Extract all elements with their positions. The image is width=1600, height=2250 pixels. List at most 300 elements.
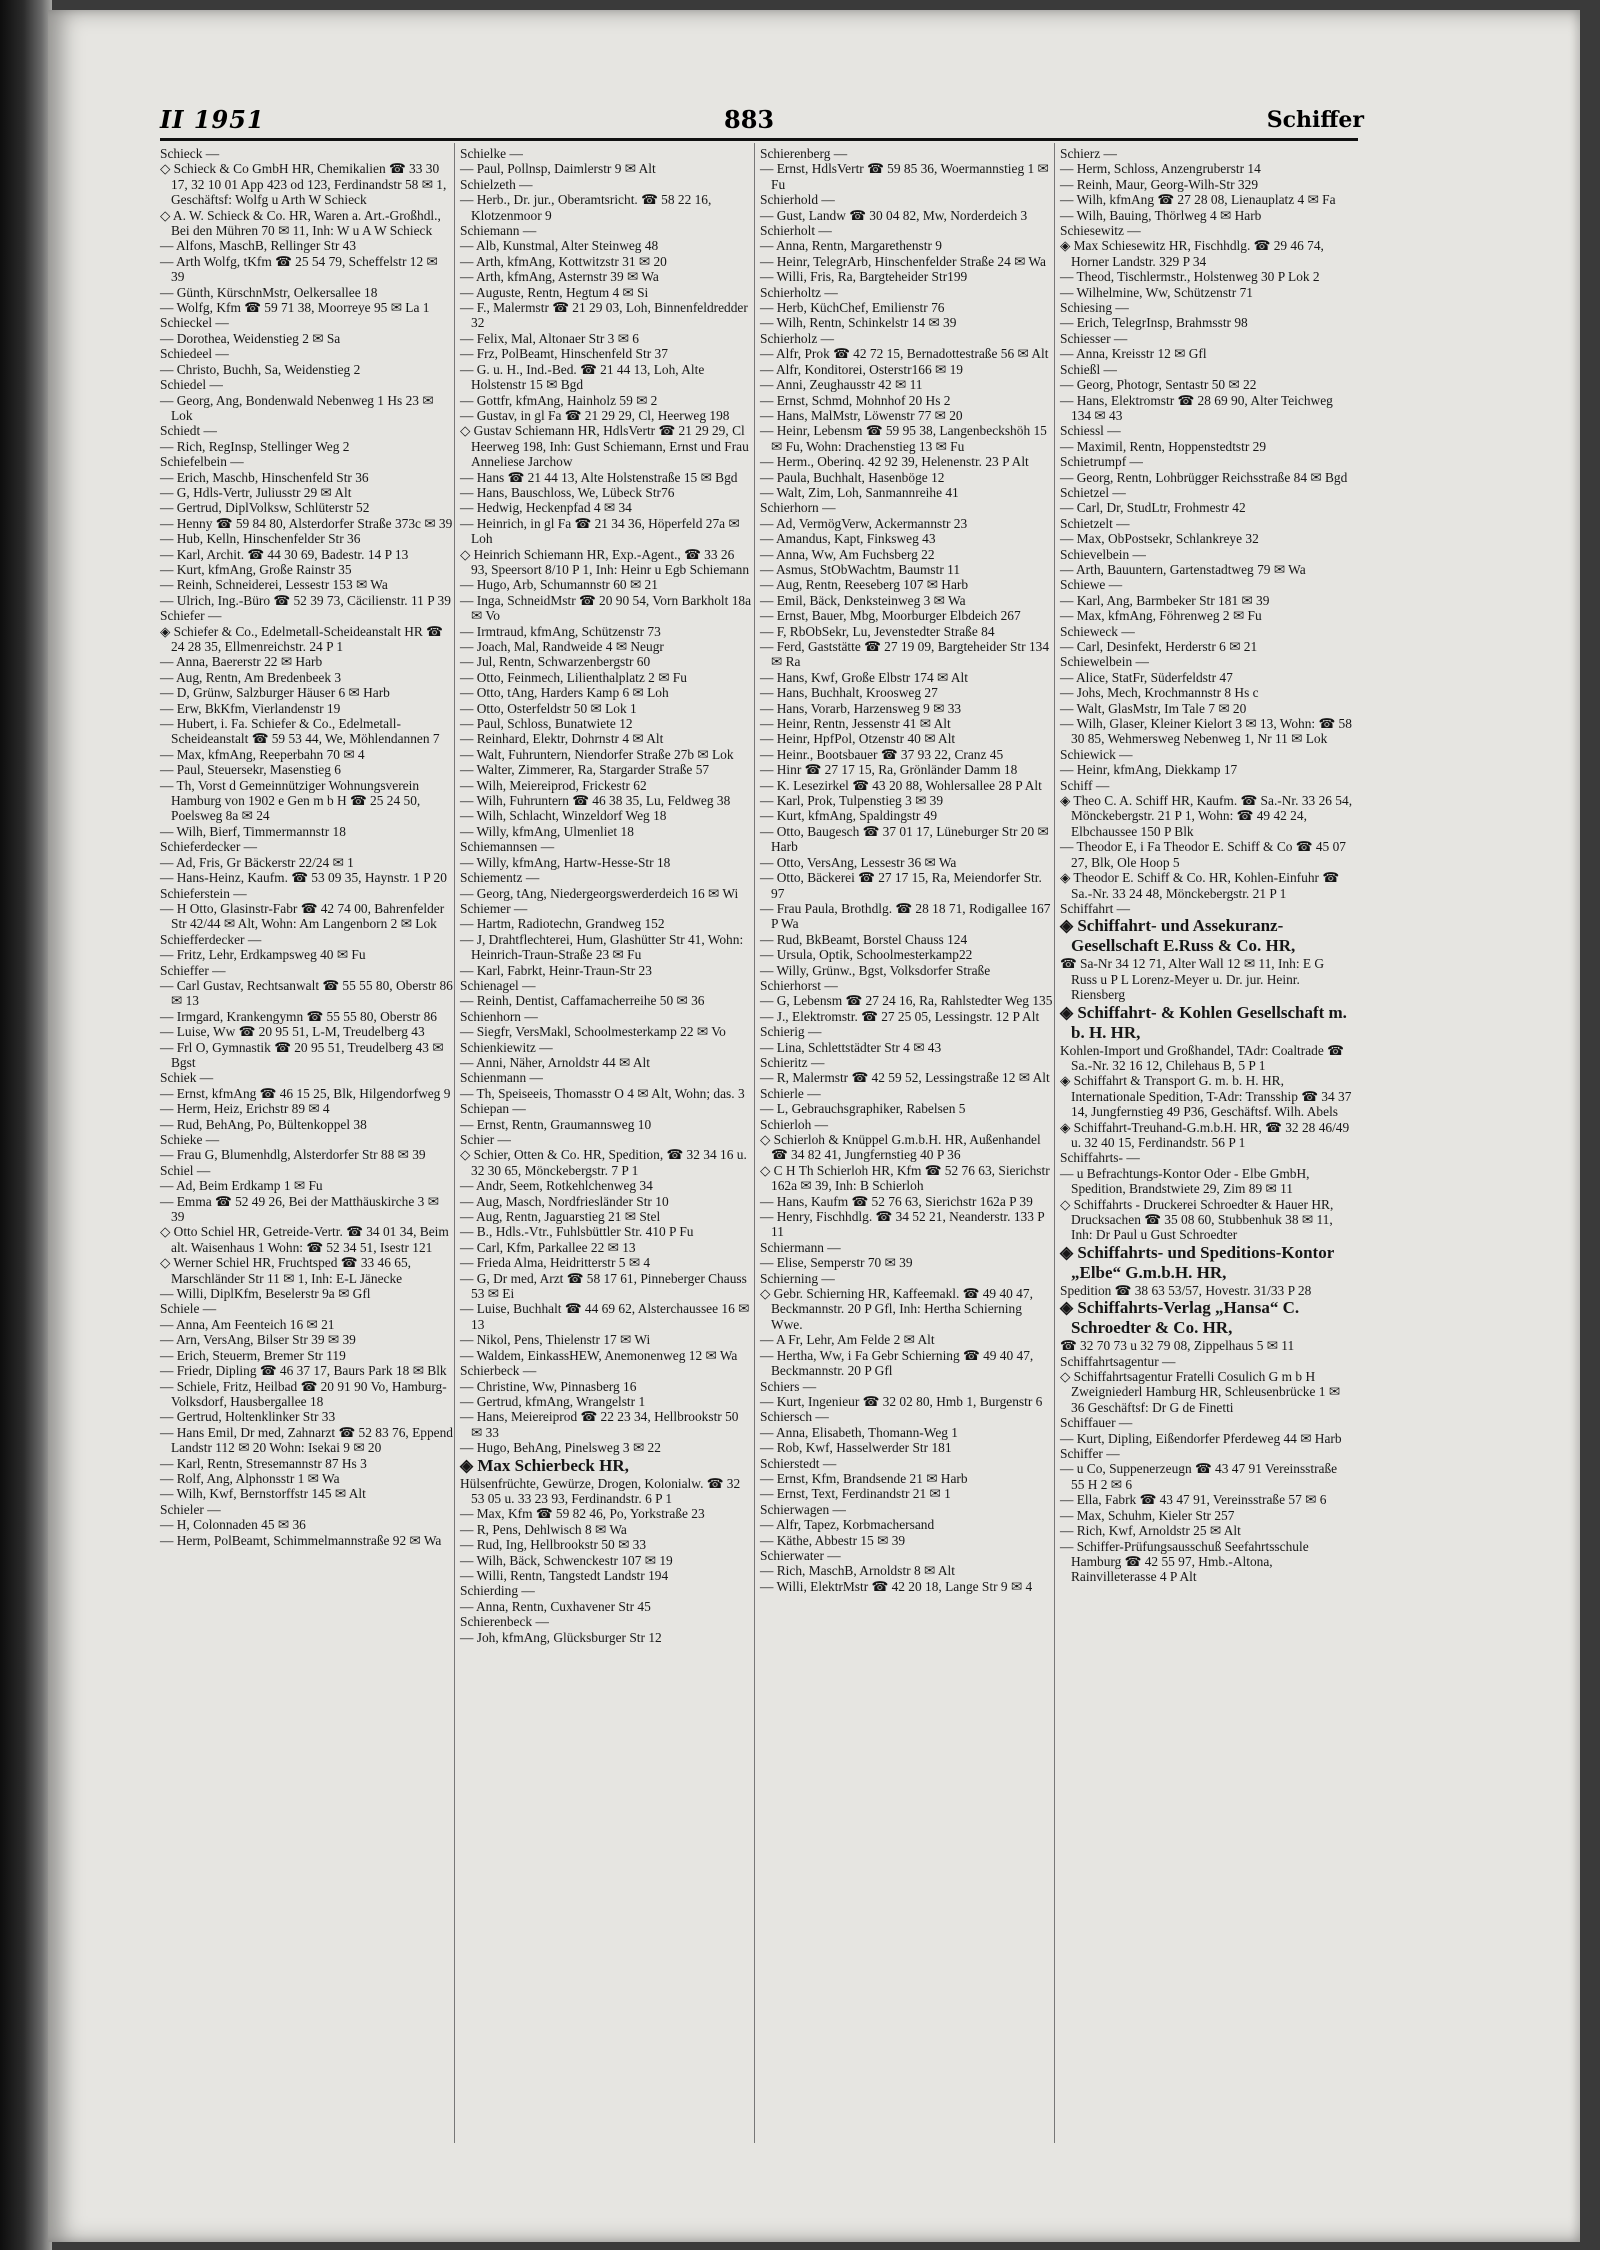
directory-entry: — Max, ObPostsekr, Schlankreye 32 bbox=[1060, 531, 1259, 547]
directory-entry: — Gottfr, kfmAng, Hainholz 59 ✉ 2 bbox=[460, 392, 658, 408]
surname-heading: Schiemann — bbox=[460, 223, 537, 239]
surname-heading: Schierding — bbox=[460, 1583, 535, 1599]
directory-entry: — Walt, Fuhruntern, Niendorfer Straße 27b ✉ Lok bbox=[460, 746, 734, 762]
directory-entry: ◇ Schier, Otten & Co. HR, Spedition, ☎ 32 34 16 u. 32 30 65, Mönckebergstr. 7 P 1 bbox=[460, 1147, 747, 1178]
directory-entry: — Anna, Ww, Am Fuchsberg 22 bbox=[760, 546, 935, 562]
directory-entry: — Christo, Buchh, Sa, Weidenstieg 2 bbox=[160, 361, 361, 377]
directory-entry: — Arth Wolfg, tKfm ☎ 25 54 79, Scheffelstr 12 ✉ 39 bbox=[160, 253, 438, 285]
directory-entry: — Anna, Kreisstr 12 ✉ Gfl bbox=[1060, 346, 1207, 362]
directory-entry: — Günth, KürschnMstr, Oelkersallee 18 bbox=[160, 284, 378, 300]
directory-entry: — Georg, Photogr, Sentastr 50 ✉ 22 bbox=[1060, 377, 1257, 393]
surname-heading: Schieferdecker — bbox=[160, 839, 258, 855]
surname-heading: Schieler — bbox=[160, 1501, 221, 1517]
directory-entry: — Hans-Heinz, Kaufm. ☎ 53 09 35, Haynstr. 1 P 20 bbox=[160, 870, 447, 886]
surname-heading: Schieke — bbox=[160, 1132, 220, 1147]
directory-entry: — Anna, Baererstr 22 ✉ Harb bbox=[160, 654, 323, 670]
surname-heading: Schiff — bbox=[1060, 777, 1110, 793]
page-header bbox=[160, 103, 1364, 137]
directory-entry: ◇ Otto Schiel HR, Getreide-Vertr. ☎ 34 01 34, Beim alt. Waisenhaus 1 Wohn: ☎ 52 34 51, Isestr 121 bbox=[160, 1224, 449, 1255]
directory-entry: — Ernst, Bauer, Mbg, Moorburger Elbdeich 267 bbox=[760, 608, 1021, 624]
directory-entry: — Karl, Fabrkt, Heinr-Traun-Str 23 bbox=[460, 962, 652, 978]
directory-entry: — Carl, Dr, StudLtr, Frohmestr 42 bbox=[1060, 500, 1246, 516]
directory-entry: — D, Grünw, Salzburger Häuser 6 ✉ Harb bbox=[160, 685, 390, 701]
directory-entry: — Hans Emil, Dr med, Zahnarzt ☎ 52 83 76, Eppend Landstr 112 ✉ 20 Wohn: Isekai 9 ✉ 20 bbox=[160, 1424, 453, 1456]
directory-entry: — Paul, Pollnsp, Daimlerstr 9 ✉ Alt bbox=[460, 161, 656, 177]
page-number: 883 bbox=[724, 105, 775, 134]
directory-entry: — Otto, Osterfeldstr 50 ✉ Lok 1 bbox=[460, 700, 637, 716]
directory-entry: — Reinhard, Elektr, Dohrnstr 4 ✉ Alt bbox=[460, 731, 664, 747]
directory-entry: — J., Elektromstr. ☎ 27 25 05, Lessingstr. 12 P Alt bbox=[760, 1008, 1040, 1024]
directory-entry: — Wolfg, Kfm ☎ 59 71 38, Moorreye 95 ✉ La 1 bbox=[160, 300, 430, 316]
surname-heading: Schiffahrt — bbox=[1060, 900, 1131, 916]
directory-entry: — Gustav, in gl Fa ☎ 21 29 29, Cl, Heerweg 198 bbox=[460, 407, 730, 423]
directory-entry: — Irmgard, Krankengymn ☎ 55 55 80, Oberstr 86 bbox=[160, 1008, 437, 1024]
directory-entry: — Herb., Dr. jur., Oberamtsricht. ☎ 58 22 16, Klotzenmoor 9 bbox=[460, 192, 712, 223]
directory-entry: — Reinh, Schneiderei, Lessestr 153 ✉ Wa bbox=[160, 577, 388, 593]
directory-entry: — Felix, Mal, Altonaer Str 3 ✉ 6 bbox=[460, 330, 639, 346]
directory-entry: ◇ Schieck & Co GmbH HR, Chemikalien ☎ 33 30 17, 32 10 01 App 423 od 123, Ferdinandstr 58 ✉ 1, Geschäftsf: Wolfg u Arth W Schieck bbox=[160, 161, 447, 208]
surname-heading: Schierholt — bbox=[760, 223, 832, 239]
surname-heading: Schiedel — bbox=[160, 377, 223, 393]
directory-entry: — Karl, Rentn, Stresemannstr 87 Hs 3 bbox=[160, 1455, 367, 1471]
surname-heading: Schierwater — bbox=[760, 1547, 841, 1563]
directory-entry: — Wilh, Meiereiprod, Frickestr 62 bbox=[460, 777, 647, 793]
surname-heading: Schieffer — bbox=[160, 962, 226, 978]
directory-entry: — Wilh, kfmAng ☎ 27 28 08, Lienauplatz 4 ✉ Fa bbox=[1060, 192, 1336, 208]
surname-heading: Schienmann — bbox=[460, 1070, 543, 1086]
directory-entry: — Herb, KüchChef, Emilienstr 76 bbox=[760, 300, 945, 316]
directory-entry: — Frl O, Gymnastik ☎ 20 95 51, Treudelberg 43 ✉ Bgst bbox=[160, 1039, 444, 1070]
surname-heading: Schienkiewitz — bbox=[460, 1039, 553, 1055]
directory-entry: — Anni, Näher, Arnoldstr 44 ✉ Alt bbox=[460, 1054, 650, 1070]
surname-heading: Schierenbeck — bbox=[460, 1614, 549, 1630]
directory-entry: — Paula, Buchhalt, Hasenböge 12 bbox=[760, 469, 945, 485]
directory-entry: — Ulrich, Ing.-Büro ☎ 52 39 73, Cäcilienstr. 11 P 39 bbox=[160, 592, 451, 608]
surname-heading: Schiek — bbox=[160, 1070, 214, 1086]
directory-entry: Kohlen-Import und Großhandel, TAdr: Coaltrade ☎ Sa.-Nr. 32 16 12, Chilehaus B, 5 P 1 bbox=[1060, 1042, 1344, 1073]
directory-entry: — Alb, Kunstmal, Alter Steinweg 48 bbox=[460, 238, 659, 254]
directory-entry: — Ella, Fabrk ☎ 43 47 91, Vereinsstraße 57 ✉ 6 bbox=[1060, 1492, 1327, 1508]
surname-heading: Schierwagen — bbox=[760, 1501, 846, 1517]
directory-entry: — Alfons, MaschB, Rellinger Str 43 bbox=[160, 238, 357, 254]
directory-entry: ◈ Theo C. A. Schiff HR, Kaufm. ☎ Sa.-Nr. 33 26 54, Mönckebergstr. 21 P 1, Wohn: ☎ 49 42 24, Elbchaussee 150 P Blk bbox=[1060, 793, 1353, 839]
surname-heading: Schieritz — bbox=[760, 1054, 825, 1070]
directory-entry: — G, Hdls-Vertr, Juliusstr 29 ✉ Alt bbox=[160, 484, 352, 500]
directory-entry: — Herm., Oberinq. 42 92 39, Helenenstr. 23 P Alt bbox=[760, 454, 1029, 470]
directory-entry: — Ernst, Kfm, Brandsende 21 ✉ Harb bbox=[760, 1470, 968, 1486]
directory-entry: — Hans, Meiereiprod ☎ 22 23 34, Hellbrookstr 50 ✉ 33 bbox=[460, 1409, 739, 1440]
directory-entry: — Georg, tAng, Niedergeorgswerderdeich 16 ✉ Wi bbox=[460, 885, 739, 901]
directory-entry: — Kurt, Ingenieur ☎ 32 02 80, Hmb 1, Burgenstr 6 bbox=[760, 1393, 1043, 1409]
directory-entry: — Reinh, Dentist, Caffamacherreihe 50 ✉ 36 bbox=[460, 993, 705, 1009]
directory-entry: — Ferd, Gaststätte ☎ 27 19 09, Bargteheider Str 134 ✉ Ra bbox=[760, 639, 1050, 670]
directory-entry: — Ad, Fris, Gr Bäckerstr 22/24 ✉ 1 bbox=[160, 854, 354, 870]
directory-entry: ◇ A. W. Schieck & Co. HR, Waren a. Art.-Großhdl., Bei den Mühren 70 ✉ 11, Inh: W u A W Schieck bbox=[160, 207, 441, 239]
directory-entry: — Heinr, Rentn, Jessenstr 41 ✉ Alt bbox=[760, 716, 951, 732]
directory-entry: — Willi, ElektrMstr ☎ 42 20 18, Lange Str 9 ✉ 4 bbox=[760, 1578, 1033, 1594]
directory-entry: — Max, kfmAng, Föhrenweg 2 ✉ Fu bbox=[1060, 608, 1262, 624]
surname-heading: Schiffahrtsagentur — bbox=[1060, 1353, 1176, 1369]
directory-entry: — Anni, Zeughausstr 42 ✉ 11 bbox=[760, 377, 923, 393]
directory-entry: — Jul, Rentn, Schwarzenbergstr 60 bbox=[460, 654, 651, 670]
directory-entry: — Andr, Seem, Rotkehlchenweg 34 bbox=[460, 1178, 653, 1194]
surname-heading: Schierhorn — bbox=[760, 500, 836, 516]
surname-heading: Schienhorn — bbox=[460, 1008, 538, 1024]
directory-entry: ◈ Schiffahrt- und Assekuranz-Gesellschaft E.Russ & Co. HR, bbox=[1060, 916, 1296, 956]
directory-entry: — Anna, Am Feenteich 16 ✉ 21 bbox=[160, 1316, 335, 1332]
directory-entry: — Alfr, Konditorei, Osterstr166 ✉ 19 bbox=[760, 361, 963, 377]
surname-heading: Schierhorst — bbox=[760, 977, 838, 993]
directory-entry: — Georg, Ang, Bondenwald Nebenweg 1 Hs 23 ✉ Lok bbox=[160, 392, 434, 423]
directory-entry: — Willi, Rentn, Tangstedt Landstr 194 bbox=[460, 1567, 669, 1583]
directory-entry: — Arn, VersAng, Bilser Str 39 ✉ 39 bbox=[160, 1332, 356, 1348]
directory-entry: — A Fr, Lehr, Am Felde 2 ✉ Alt bbox=[760, 1332, 935, 1348]
directory-entry: — Wilh, Fuhruntern ☎ 46 38 35, Lu, Feldweg 38 bbox=[460, 793, 731, 809]
surname-heading: Schiesser — bbox=[1060, 330, 1128, 346]
directory-entry: — Hubert, i. Fa. Schiefer & Co., Edelmetall-Scheideanstalt ☎ 59 53 44, We, Möhlendannen 7 bbox=[160, 716, 440, 747]
directory-entry: — Aug, Masch, Nordfriesländer Str 10 bbox=[460, 1193, 669, 1209]
directory-entry: ◈ Max Schierbeck HR, bbox=[460, 1455, 629, 1475]
directory-entry: — Hans ☎ 21 44 13, Alte Holstenstraße 15 ✉ Bgd bbox=[460, 469, 738, 485]
directory-entry: — Gertrud, kfmAng, Wrangelstr 1 bbox=[460, 1393, 646, 1409]
directory-entry: — Paul, Steuersekr, Masenstieg 6 bbox=[160, 762, 341, 778]
directory-entry: — Gertrud, Holtenklinker Str 33 bbox=[160, 1409, 336, 1425]
directory-entry: — Wilh, Schlacht, Winzeldorf Weg 18 bbox=[460, 808, 667, 824]
directory-entry: — Rich, Kwf, Arnoldstr 25 ✉ Alt bbox=[1060, 1523, 1241, 1539]
directory-entry: ☎ 32 70 73 u 32 79 08, Zippelhaus 5 ✉ 11 bbox=[1060, 1338, 1295, 1354]
directory-entry: Hülsenfrüchte, Gewürze, Drogen, Kolonialw. ☎ 32 53 05 u. 33 23 93, Ferdinandstr. 6 P 1 bbox=[460, 1475, 741, 1506]
surname-heading: Schietzelt — bbox=[1060, 515, 1130, 531]
surname-heading: Schierning — bbox=[760, 1270, 835, 1286]
directory-entry: — Alice, StatFr, Süderfeldstr 47 bbox=[1060, 669, 1233, 685]
directory-entry: — Ernst, kfmAng ☎ 46 15 25, Blk, Hilgendorfweg 9 bbox=[160, 1085, 451, 1101]
directory-entry: — Hugo, BehAng, Pinelsweg 3 ✉ 22 bbox=[460, 1440, 661, 1456]
surname-heading: Schienagel — bbox=[460, 977, 536, 993]
surname-heading: Schiewick — bbox=[1060, 746, 1133, 762]
directory-entry: — Karl, Ang, Barmbeker Str 181 ✉ 39 bbox=[1060, 592, 1270, 608]
directory-entry: — Paul, Schloss, Bunatwiete 12 bbox=[460, 716, 633, 732]
directory-entry: — Erw, BkKfm, Vierlandenstr 19 bbox=[160, 700, 341, 716]
directory-entry: — Herm, Heiz, Erichstr 89 ✉ 4 bbox=[160, 1101, 330, 1117]
surname-heading: Schietrumpf — bbox=[1060, 454, 1143, 470]
surname-heading: Schier — bbox=[460, 1132, 511, 1147]
surname-heading: Schievelbein — bbox=[1060, 546, 1146, 562]
directory-entry: — Erich, TelegrInsp, Brahmsstr 98 bbox=[1060, 315, 1248, 331]
directory-entry: — Heinr, TelegrArb, Hinschenfelder Straße 24 ✉ Wa bbox=[760, 253, 1046, 269]
directory-entry: — Fritz, Lehr, Erdkampsweg 40 ✉ Fu bbox=[160, 947, 366, 963]
directory-entry: — Rolf, Ang, Alphonsstr 1 ✉ Wa bbox=[160, 1470, 340, 1486]
surname-heading: Schierig — bbox=[760, 1024, 822, 1040]
directory-entry: — G, Dr med, Arzt ☎ 58 17 61, Pinneberger Chauss 53 ✉ Ei bbox=[460, 1270, 747, 1302]
directory-entry: — Hans, Vorarb, Harzensweg 9 ✉ 33 bbox=[760, 700, 962, 716]
directory-entry: — Kurt, kfmAng, Große Rainstr 35 bbox=[160, 561, 352, 577]
directory-entry: — Walt, Zim, Loh, Sanmannreihe 41 bbox=[760, 484, 959, 500]
directory-entry: ◇ C H Th Schierloh HR, Kfm ☎ 52 76 63, Sierichstr 162a ✉ 39, Inh: B Schierloh bbox=[760, 1162, 1050, 1194]
surname-heading: Schiedt — bbox=[160, 423, 217, 439]
directory-entry: — Frieda Alma, Heidritterstr 5 ✉ 4 bbox=[460, 1255, 651, 1271]
directory-entry: — Rud, Ing, Hellbrookstr 50 ✉ 33 bbox=[460, 1537, 647, 1553]
directory-entry: — Karl, Prok, Tulpenstieg 3 ✉ 39 bbox=[760, 793, 944, 809]
surname-heading: Schiel — bbox=[160, 1162, 211, 1178]
surname-heading: Schiefelbein — bbox=[160, 454, 244, 470]
directory-entry: — Alfr, Prok ☎ 42 72 15, Bernadottestraße 56 ✉ Alt bbox=[760, 346, 1049, 362]
directory-entry: — Joh, kfmAng, Glücksburger Str 12 bbox=[460, 1629, 662, 1645]
directory-entry: — Max, Schuhm, Kieler Str 257 bbox=[1060, 1507, 1235, 1523]
directory-entry: — Wilh, Bauing, Thörlweg 4 ✉ Harb bbox=[1060, 207, 1262, 223]
directory-entry: — Wilh, Rentn, Schinkelstr 14 ✉ 39 bbox=[760, 315, 957, 331]
directory-entry: — Rud, BkBeamt, Borstel Chauss 124 bbox=[760, 931, 968, 947]
directory-entry: — B., Hdls.-Vtr., Fuhlsbüttler Str. 410 P Fu bbox=[460, 1224, 694, 1240]
directory-entry: — Nikol, Pens, Thielenstr 17 ✉ Wi bbox=[460, 1332, 651, 1348]
directory-entry: — Joach, Mal, Randweide 4 ✉ Neugr bbox=[460, 639, 664, 654]
directory-entry: — Otto, Baugesch ☎ 37 01 17, Lüneburger Str 20 ✉ Harb bbox=[760, 823, 1049, 855]
directory-entry: — Elise, Semperstr 70 ✉ 39 bbox=[760, 1255, 913, 1271]
directory-entry: — G. u. H., Ind.-Bed. ☎ 21 44 13, Loh, Alte Holstenstr 15 ✉ Bgd bbox=[460, 361, 705, 393]
directory-entry: — Rich, MaschB, Arnoldstr 8 ✉ Alt bbox=[760, 1563, 955, 1579]
directory-entry: — Walter, Zimmerer, Ra, Stargarder Straße 57 bbox=[460, 762, 710, 778]
directory-entry: — Hinr ☎ 27 17 15, Ra, Grönländer Damm 18 bbox=[760, 762, 1018, 778]
surname-heading: Schiementz — bbox=[460, 870, 540, 886]
surname-heading: Schiewelbein — bbox=[1060, 654, 1149, 670]
directory-entry: — Theod, Tischlermstr., Holstenweg 30 P Lok 2 bbox=[1060, 269, 1320, 285]
directory-entry: — Frau Paula, Brothdlg. ☎ 28 18 71, Rodigallee 167 P Wa bbox=[760, 900, 1051, 932]
directory-entry: — Luise, Buchhalt ☎ 44 69 62, Alsterchaussee 16 ✉ 13 bbox=[460, 1301, 750, 1332]
directory-entry: ◈ Schiffahrt-Treuhand-G.m.b.H. HR, ☎ 32 28 46/49 u. 32 40 15, Ferdinandstr. 56 P 1 bbox=[1060, 1119, 1350, 1150]
directory-entry: — Wilhelmine, Ww, Schützenstr 71 bbox=[1060, 284, 1253, 300]
directory-entry: — Arth, Bauuntern, Gartenstadtweg 79 ✉ Wa bbox=[1060, 561, 1306, 577]
surname-heading: Schiessl — bbox=[1060, 423, 1121, 439]
directory-entry: — Asmus, StObWachtm, Baumstr 11 bbox=[760, 561, 961, 577]
directory-entry: — Anna, Rentn, Margarethenstr 9 bbox=[760, 238, 942, 254]
surname-heading: Schiemannsen — bbox=[460, 839, 555, 855]
surname-heading: Schiemer — bbox=[460, 900, 528, 916]
directory-entry: — Inga, SchneidMstr ☎ 20 90 54, Vorn Barkholt 18a ✉ Vo bbox=[460, 592, 752, 624]
surname-heading: Schierle — bbox=[760, 1085, 821, 1101]
surname-heading: Schiffahrts- — bbox=[1060, 1150, 1140, 1166]
surname-heading: Schierholz — bbox=[760, 330, 835, 346]
directory-entry: — H, Colonnaden 45 ✉ 36 bbox=[160, 1517, 306, 1533]
surname-heading: Schiers — bbox=[760, 1378, 817, 1394]
directory-entry: — Gust, Landw ☎ 30 04 82, Mw, Norderdeich 3 bbox=[760, 207, 1028, 223]
directory-entry: ◇ Heinrich Schiemann HR, Exp.-Agent., ☎ 33 26 93, Speersort 8/10 P 1, Inh: Heinr u Egb Schiemann bbox=[460, 546, 750, 577]
directory-entry: — Carl Gustav, Rechtsanwalt ☎ 55 55 80, Oberstr 86 ✉ 13 bbox=[160, 977, 453, 1009]
surname-heading: Schiefferdecker — bbox=[160, 931, 262, 947]
surname-heading: Schiesing — bbox=[1060, 300, 1129, 316]
directory-entry: — Willy, kfmAng, Hartw-Hesse-Str 18 bbox=[460, 854, 671, 870]
directory-entry: ◇ Gebr. Schierning HR, Kaffeemakl. ☎ 49 40 47, Beckmannstr. 20 P Gfl, Inh: Hertha Schierning Wwe. bbox=[760, 1286, 1033, 1332]
directory-entry: — Otto, Bäckerei ☎ 27 17 15, Ra, Meiendorfer Str. 97 bbox=[760, 870, 1042, 901]
directory-entry: — Wilh, Glaser, Kleiner Kielort 3 ✉ 13, Wohn: ☎ 58 30 85, Wehmersweg Nebenweg 1, Nr 11 ✉ Lok bbox=[1060, 716, 1352, 747]
directory-entry: — Ernst, HdlsVertr ☎ 59 85 36, Woermannstieg 1 ✉ Fu bbox=[760, 161, 1049, 192]
directory-entry: — Anna, Elisabeth, Thomann-Weg 1 bbox=[760, 1424, 959, 1440]
directory-entry: ◈ Schiffahrts- und Speditions-Kontor „Elbe“ G.m.b.H. HR, bbox=[1060, 1242, 1334, 1282]
surname-heading: Schielzeth — bbox=[460, 176, 533, 192]
directory-entry: — Ernst, Rentn, Graumannsweg 10 bbox=[460, 1116, 652, 1132]
directory-entry: — Aug, Rentn, Jaguarstieg 21 ✉ Stel bbox=[460, 1209, 661, 1225]
directory-entry: — Hans, Kaufm ☎ 52 76 63, Sierichstr 162a P 39 bbox=[760, 1193, 1033, 1209]
directory-entry: — Carl, Kfm, Parkallee 22 ✉ 13 bbox=[460, 1239, 636, 1255]
surname-heading: Schieferstein — bbox=[160, 885, 247, 901]
directory-entry: ◇ Werner Schiel HR, Fruchtsped ☎ 33 46 65, Marschländer Str 11 ✉ 1, Inh: E-L Jänecke bbox=[160, 1255, 412, 1286]
book-binding bbox=[0, 0, 52, 2250]
directory-entry: — Henny ☎ 59 84 80, Alsterdorfer Straße 373c ✉ 39 bbox=[160, 515, 453, 531]
directory-entry: — Auguste, Rentn, Hegtum 4 ✉ Si bbox=[460, 284, 649, 300]
directory-entry: — Maximil, Rentn, Hoppenstedtstr 29 bbox=[1060, 438, 1267, 454]
directory-entry: ◈ Max Schiesewitz HR, Fischhdlg. ☎ 29 46 74, Horner Landstr. 329 P 34 bbox=[1060, 238, 1324, 269]
surname-heading: Schiersch — bbox=[760, 1409, 829, 1425]
directory-entry: — Walt, GlasMstr, Im Tale 7 ✉ 20 bbox=[1060, 700, 1247, 716]
directory-entry: — Hans, Bauschloss, We, Lübeck Str76 bbox=[460, 484, 675, 500]
directory-entry: — Otto, VersAng, Lessestr 36 ✉ Wa bbox=[760, 854, 957, 870]
directory-entry: — Aug, Rentn, Reeseberg 107 ✉ Harb bbox=[760, 577, 969, 593]
directory-entry: ◇ Schiffahrts - Druckerei Schroedter & Hauer HR, Drucksachen ☎ 35 08 60, Stubbenhuk 38 ✉ 11, Inh: Dr Paul u Gust Schroedter bbox=[1060, 1196, 1334, 1243]
surname-heading: Schierhold — bbox=[760, 192, 835, 208]
directory-entry: — Gertrud, DiplVolksw, Schlüterstr 52 bbox=[160, 500, 370, 516]
directory-entry: — Hans, Buchhalt, Kroosweg 27 bbox=[760, 685, 938, 701]
directory-entry: — H Otto, Glasinstr-Fabr ☎ 42 74 00, Bahrenfelder Str 42/44 ✉ Alt, Wohn: Am Langenborn 2 ✉ Lok bbox=[160, 900, 445, 932]
directory-entry: ◈ Schiffahrt & Transport G. m. b. H. HR, Internationale Spedition, T-Adr: Transship ☎ 34 37 14, Jungfernstieg 49 P36, Geschäftsf. Wilh. Abels bbox=[1060, 1073, 1352, 1120]
surname-heading: Schiesewitz — bbox=[1060, 223, 1141, 239]
surname-heading: Schiermann — bbox=[760, 1239, 841, 1255]
directory-entry: ◈ Schiffahrt- & Kohlen Gesellschaft m. b. H. HR, bbox=[1060, 1002, 1347, 1042]
directory-entry: — Otto, Feinmech, Lilienthalplatz 2 ✉ Fu bbox=[460, 669, 687, 685]
directory-entry: — Hartm, Radiotechn, Grandweg 152 bbox=[460, 916, 665, 932]
directory-entry: ◈ Theodor E. Schiff & Co. HR, Kohlen-Einfuhr ☎ Sa.-Nr. 33 24 48, Mönckebergstr. 21 P 1 bbox=[1060, 870, 1340, 901]
directory-entry: — Willy, kfmAng, Ulmenliet 18 bbox=[460, 823, 634, 839]
surname-heading: Schiedeel — bbox=[160, 346, 229, 362]
directory-entry: — Herm, Schloss, Anzengruberstr 14 bbox=[1060, 161, 1261, 177]
surname-heading: Schieweck — bbox=[1060, 623, 1135, 639]
directory-entry: — Heinr, HpfPol, Otzenstr 40 ✉ Alt bbox=[760, 731, 956, 747]
directory-entry: — Alfr, Tapez, Korbmachersand bbox=[760, 1517, 935, 1533]
directory-entry: — Arth, kfmAng, Asternstr 39 ✉ Wa bbox=[460, 269, 659, 285]
column-divider bbox=[454, 143, 455, 2143]
directory-entry: — Arth, kfmAng, Kottwitzstr 31 ✉ 20 bbox=[460, 253, 667, 269]
directory-entry: — Heinr, kfmAng, Diekkamp 17 bbox=[1060, 762, 1238, 778]
directory-entry: — Heinr., Bootsbauer ☎ 37 93 22, Cranz 45 bbox=[760, 746, 1004, 762]
directory-entry: — Schiele, Fritz, Heilbad ☎ 20 91 90 Vo, Hamburg-Volksdorf, Hausbergallee 18 bbox=[160, 1378, 447, 1409]
directory-entry: — Karl, Archit. ☎ 44 30 69, Badestr. 14 P 13 bbox=[160, 546, 409, 562]
directory-entry: — Kurt, Dipling, Eißendorfer Pferdeweg 44 ✉ Harb bbox=[1060, 1430, 1342, 1446]
directory-entry: — Hans, Elektromstr ☎ 28 69 90, Alter Teichweg 134 ✉ 43 bbox=[1060, 392, 1333, 423]
directory-entry: — Herm, PolBeamt, Schimmelmannstraße 92 ✉ Wa bbox=[160, 1532, 442, 1548]
directory-entry: — u Befrachtungs-Kontor Oder - Elbe GmbH, Spedition, Brandstwiete 29, Zim 89 ✉ 11 bbox=[1060, 1165, 1310, 1197]
directory-entry: — Anna, Rentn, Cuxhavener Str 45 bbox=[460, 1598, 651, 1614]
directory-entry: — Willy, Grünw., Bgst, Volksdorfer Straße bbox=[760, 962, 991, 978]
edition-label: II 1951 bbox=[160, 105, 265, 134]
directory-column-4 bbox=[1060, 146, 1353, 1585]
directory-entry: ◇ Schierloh & Knüppel G.m.b.H. HR, Außenhandel ☎ 34 82 41, Jungfernstieg 40 P 36 bbox=[760, 1132, 1041, 1163]
surname-heading: Schietzel — bbox=[1060, 484, 1126, 500]
directory-entry: — Max, Kfm ☎ 59 82 46, Po, Yorkstraße 23 bbox=[460, 1506, 705, 1522]
directory-entry: — Rich, RegInsp, Stellinger Weg 2 bbox=[160, 438, 350, 454]
directory-entry: — Frz, PolBeamt, Hinschenfeld Str 37 bbox=[460, 346, 668, 362]
directory-entry: — Frau G, Blumenhdlg, Alsterdorfer Str 88 ✉ 39 bbox=[160, 1147, 426, 1163]
surname-heading: Schiefer — bbox=[160, 608, 222, 624]
directory-entry: — Rud, BehAng, Po, Bültenkoppel 38 bbox=[160, 1116, 367, 1132]
directory-entry: — F, RbObSekr, Lu, Jevenstedter Straße 84 bbox=[760, 623, 995, 639]
directory-entry: — Hedwig, Heckenpfad 4 ✉ 34 bbox=[460, 500, 632, 516]
surname-heading: Schierenberg — bbox=[760, 146, 848, 161]
directory-entry: — K. Lesezirkel ☎ 43 20 88, Wohlersallee 28 P Alt bbox=[760, 777, 1042, 793]
header-keyword: Schiffer bbox=[1266, 107, 1364, 133]
directory-entry: — Aug, Rentn, Am Bredenbeek 3 bbox=[160, 669, 342, 685]
directory-entry: — Johs, Mech, Krochmannstr 8 Hs c bbox=[1060, 685, 1259, 701]
directory-entry: — Th, Vorst d Gemeinnütziger Wohnungsverein Hamburg von 1902 e Gen m b H ☎ 25 24 50, Poelsweg 8a ✉ 24 bbox=[160, 777, 421, 824]
directory-entry: — Willi, Fris, Ra, Bargteheider Str199 bbox=[760, 269, 968, 285]
directory-entry: — Hans, Kwf, Große Elbstr 174 ✉ Alt bbox=[760, 669, 968, 685]
directory-entry: — Heinr, Lebensm ☎ 59 95 38, Langenbeckshöh 15 ✉ Fu, Wohn: Drachenstieg 13 ✉ Fu bbox=[760, 423, 1047, 454]
directory-entry: — Schiffer-Prüfungsausschuß Seefahrtsschule Hamburg ☎ 42 55 97, Hmb.-Altona, Rainvilleterasse 4 P Alt bbox=[1060, 1538, 1309, 1585]
directory-entry: — Friedr, Dipling ☎ 46 37 17, Baurs Park 18 ✉ Blk bbox=[160, 1363, 447, 1379]
directory-entry: Spedition ☎ 38 63 53/57, Hovestr. 31/33 P 28 bbox=[1060, 1282, 1312, 1298]
directory-entry: — Ernst, Text, Ferdinandstr 21 ✉ 1 bbox=[760, 1486, 951, 1502]
directory-entry: — Christine, Ww, Pinnasberg 16 bbox=[460, 1378, 637, 1394]
directory-entry: — Kurt, kfmAng, Spaldingstr 49 bbox=[760, 808, 938, 824]
directory-entry: — Willi, DiplKfm, Beselerstr 9a ✉ Gfl bbox=[160, 1286, 371, 1302]
directory-entry: — Max, kfmAng, Reeperbahn 70 ✉ 4 bbox=[160, 746, 365, 762]
directory-entry: — Hans, MalMstr, Löwenstr 77 ✉ 20 bbox=[760, 407, 963, 423]
directory-entry: — Wilh, Bäck, Schwenckestr 107 ✉ 19 bbox=[460, 1552, 673, 1568]
directory-entry: — Erich, Steuerm, Bremer Str 119 bbox=[160, 1347, 346, 1363]
directory-entry: — Rob, Kwf, Hasselwerder Str 181 bbox=[760, 1440, 952, 1456]
surname-heading: Schiffer — bbox=[1060, 1446, 1120, 1462]
directory-entry: ☎ Sa-Nr 34 12 71, Alter Wall 12 ✉ 11, Inh: E G Russ u P L Lorenz-Meyer u. Dr. jur. Heinr. Riensberg bbox=[1060, 956, 1325, 1003]
directory-entry: — Hub, Kelln, Hinschenfelder Str 36 bbox=[160, 531, 361, 547]
header-rule bbox=[160, 138, 1358, 141]
directory-entry: — Georg, Rentn, Lohbrügger Reichsstraße 84 ✉ Bgd bbox=[1060, 469, 1348, 485]
directory-entry: — Siegfr, VersMakl, Schoolmesterkamp 22 ✉ Vo bbox=[460, 1024, 726, 1040]
directory-entry: — Luise, Ww ☎ 20 95 51, L-M, Treudelberg 43 bbox=[160, 1024, 425, 1040]
directory-entry: — J, Drahtflechterei, Hum, Glashütter Str 41, Wohn: Heinrich-Traun-Straße 23 ✉ Fu bbox=[460, 931, 744, 963]
surname-heading: Schierz — bbox=[1060, 146, 1117, 161]
column-divider bbox=[1054, 143, 1055, 2143]
directory-entry: — L, Gebrauchsgraphiker, Rabelsen 5 bbox=[760, 1101, 966, 1117]
directory-entry: — Ad, VermögVerw, Ackermannstr 23 bbox=[760, 515, 968, 531]
directory-entry: — Heinrich, in gl Fa ☎ 21 34 36, Höperfeld 27a ✉ Loh bbox=[460, 515, 740, 547]
surname-heading: Schiewe — bbox=[1060, 577, 1123, 593]
surname-heading: Schielke — bbox=[460, 146, 523, 161]
directory-entry: ◈ Schiefer & Co., Edelmetall-Scheideanstalt HR ☎ 24 28 35, Ellmenreichstr. 24 P 1 bbox=[160, 623, 443, 654]
directory-column-3 bbox=[760, 146, 1053, 1594]
directory-entry: — Irmtraud, kfmAng, Schützenstr 73 bbox=[460, 623, 661, 639]
directory-entry: — Erich, Maschb, Hinschenfeld Str 36 bbox=[160, 469, 369, 485]
directory-entry: — Emil, Bäck, Denksteinweg 3 ✉ Wa bbox=[760, 592, 966, 608]
directory-entry: — Reinh, Maur, Georg-Wilh-Str 329 bbox=[1060, 176, 1259, 192]
directory-entry: — Käthe, Abbestr 15 ✉ 39 bbox=[760, 1532, 906, 1548]
directory-entry: — Otto, tAng, Harders Kamp 6 ✉ Loh bbox=[460, 685, 669, 701]
directory-entry: — Theodor E, i Fa Theodor E. Schiff & Co ☎ 45 07 27, Blk, Ole Hoop 5 bbox=[1060, 839, 1346, 870]
directory-entry: — Lina, Schlettstädter Str 4 ✉ 43 bbox=[760, 1039, 942, 1055]
directory-entry: — Dorothea, Weidenstieg 2 ✉ Sa bbox=[160, 330, 341, 346]
directory-entry: ◈ Schiffahrts-Verlag „Hansa“ C. Schroedter & Co. HR, bbox=[1060, 1298, 1300, 1338]
directory-entry: — G, Lebensm ☎ 27 24 16, Ra, Rahlstedter Weg 135 bbox=[760, 993, 1053, 1009]
directory-column-1 bbox=[160, 146, 453, 1548]
directory-entry: — Ernst, Schmd, Mohnhof 20 Hs 2 bbox=[760, 392, 951, 408]
directory-entry: — Carl, Desinfekt, Herderstr 6 ✉ 21 bbox=[1060, 639, 1258, 654]
column-divider bbox=[754, 143, 755, 2143]
surname-heading: Schierloh — bbox=[760, 1116, 829, 1132]
surname-heading: Schiele — bbox=[160, 1301, 217, 1317]
directory-entry: — Ursula, Optik, Schoolmesterkamp22 bbox=[760, 947, 973, 963]
directory-entry: — R, Malermstr ☎ 42 59 52, Lessingstraße 12 ✉ Alt bbox=[760, 1070, 1050, 1086]
surname-heading: Schierbeck — bbox=[460, 1363, 537, 1379]
directory-entry: — Th, Speiseeis, Thomasstr O 4 ✉ Alt, Wohn; das. 3 bbox=[460, 1085, 745, 1101]
directory-entry: — Wilh, Kwf, Bernstorffstr 145 ✉ Alt bbox=[160, 1486, 366, 1502]
directory-column-2 bbox=[460, 146, 753, 1645]
surname-heading: Schierholtz — bbox=[760, 284, 838, 300]
directory-entry: ◇ Gustav Schiemann HR, HdlsVertr ☎ 21 29 29, Cl Heerweg 198, Inh: Gust Schiemann, Ernst und Frau Anneliese Jarchow bbox=[460, 423, 749, 470]
